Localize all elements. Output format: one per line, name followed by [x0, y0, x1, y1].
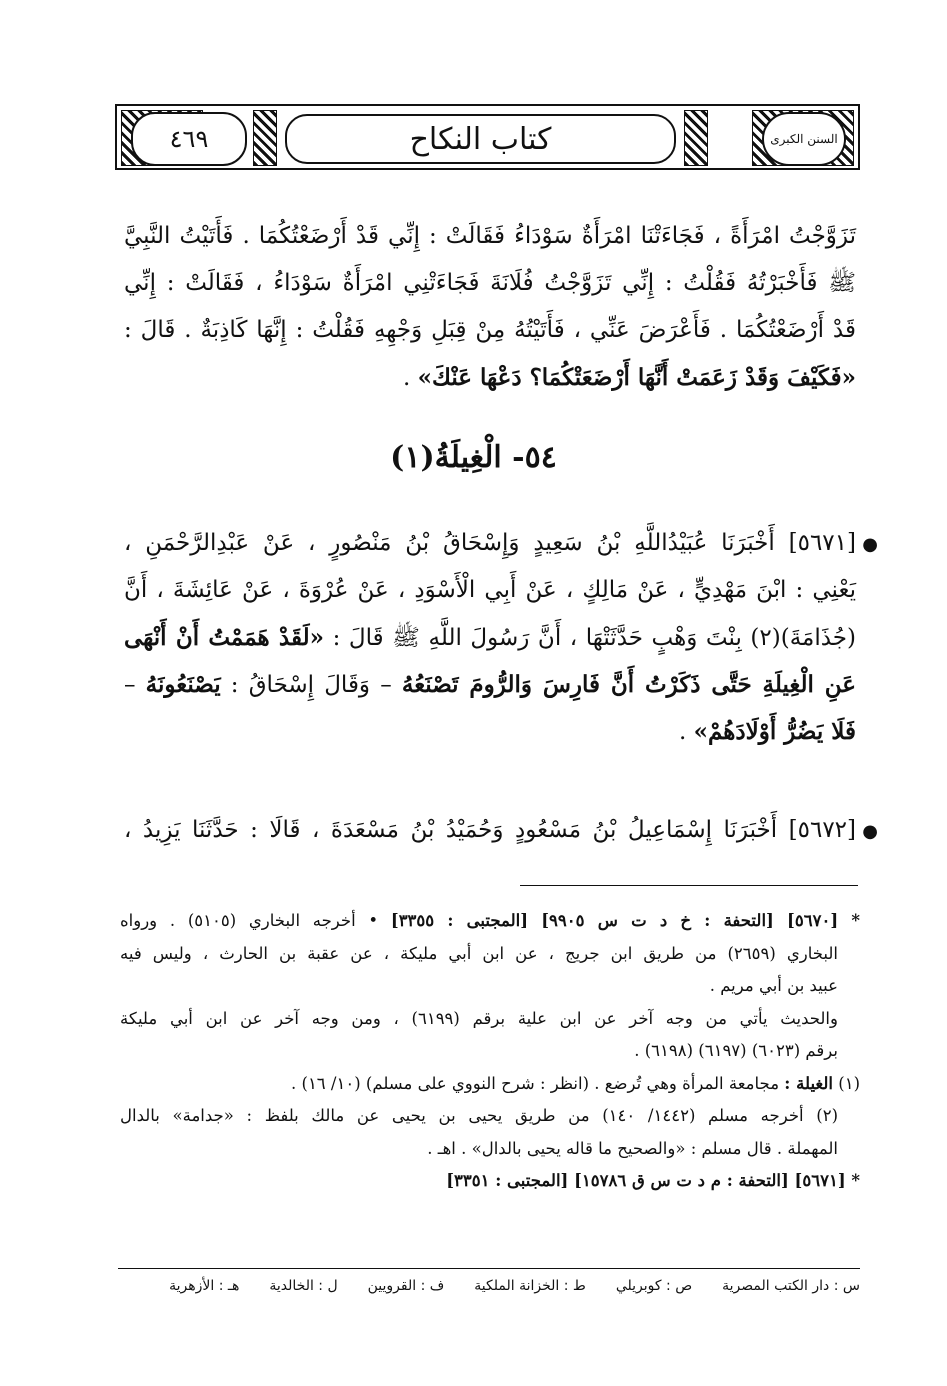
- text-segment: (١): [833, 1073, 860, 1093]
- bold-text: «لَقَدْ هَمَمْتُ أَنْ أَنْهَى: [124, 624, 325, 651]
- bold-text: فَلَا يَضُرُّ أَوْلَادَهُمْ»: [693, 718, 856, 745]
- text-segment: قَدْ أَرْضَعْتُكُمَا . فَأَعْرَضَ عَنِّي ، فَأَتَيْتُهُ مِنْ قِبَلِ وَجْهِهِ فَقُلْتُ : إِنَّهَا كَاذِبَةٌ . قَالَ :: [124, 317, 856, 343]
- ornament: [684, 110, 708, 166]
- footnote-separator: [520, 885, 858, 886]
- text-line: [124, 354, 856, 401]
- text-line: [124, 520, 856, 567]
- book-seal-logo: السنن الكبرى: [762, 112, 846, 166]
- text-line: [124, 614, 856, 661]
- ornament: [253, 110, 277, 166]
- bold-text: عَنِ الْغِيلَةِ حَتَّى ذَكَرْتُ أَنَّ فَارِسَ وَالرُّومَ تَصْنَعُهُ: [401, 671, 856, 698]
- legend-item: ل : الخالدية: [269, 1278, 338, 1294]
- hadith-continuation: [124, 213, 856, 401]
- text-segment: يَعْنِي : ابْنَ مَهْدِيٍّ ، عَنْ مَالِكٍ ، عَنْ أَبِي الْأَسْوَدِ ، عَنْ عُرْوَةَ ، عَنْ عَائِشَةَ ، أَنَّ: [124, 577, 856, 603]
- hadith-5672: [124, 807, 878, 854]
- text-line: [120, 1133, 860, 1166]
- text-line: [124, 708, 856, 755]
- text-segment: (٢) أخرجه مسلم (١٤٤٢/ ١٤٠) من طريق يحيى بن يحيى عن مالك بلفظ : «جدامة» بالدال: [120, 1106, 839, 1125]
- chapter-title: كتاب النكاح: [285, 114, 676, 164]
- bold-text: «فَكَيْفَ وَقَدْ زَعَمَتْ أَنَّهَا أَرْضَعَتْكُمَا؟ دَعْهَا عَنْكَ»: [417, 364, 856, 391]
- bold-text: * [٥٦٧١] [التحفة : م د ت س ق ١٥٧٨٦] [المجتبى : ٣٣٥١]: [446, 1171, 860, 1190]
- bold-text: * [٥٦٧٠] [التحفة : خ د ت س ٩٩٠٥] [المجتبى : ٣٣٥٥]: [390, 911, 860, 930]
- text-segment: البخاري (٢٦٥٩) من طريق ابن جريج ، عن ابن أبي مليكة ، عن عقبة بن الحارث ، وليس فيه: [120, 943, 838, 963]
- text-line: [120, 1068, 860, 1101]
- text-line: [120, 1100, 860, 1133]
- text-line: [120, 938, 860, 971]
- legend-item: هـ : الأزهرية: [169, 1278, 240, 1294]
- text-segment: [٥٦٧١] أَخْبَرَنَا عُبَيْدُاللَّهِ بْنُ سَعِيدٍ وَإِسْحَاقُ بْنُ مَنْصُورٍ ، عَنْ عَبْدِالرَّحْمَنِ ،: [124, 530, 856, 556]
- text-segment: برقم (٦٠٢٣) (٦١٩٧) (٦١٩٨) .: [634, 1041, 838, 1060]
- text-segment: .: [402, 365, 418, 391]
- text-line: [124, 213, 856, 260]
- bullet: ●: [862, 534, 878, 555]
- text-line: [120, 905, 860, 938]
- text-segment: – وَقَالَ إِسْحَاقُ :: [220, 672, 402, 698]
- divider: [118, 1268, 860, 1269]
- bullet: ●: [862, 821, 878, 842]
- text-line: [124, 661, 856, 708]
- legend-item: ف : القرويين: [367, 1278, 445, 1294]
- legend-item: ط : الخزانة الملكية: [474, 1278, 586, 1294]
- text-segment: ﷺ فَأَخْبَرْتُهُ فَقُلْتُ : إِنِّي تَزَوَّجْتُ فُلَانَةَ فَجَاءَتْنِي امْرَأَةٌ سَوْدَاءُ ، فَقَالَتْ : إِنِّي: [124, 270, 856, 296]
- text-line: [124, 260, 856, 307]
- text-line: [120, 970, 860, 1003]
- bold-text: يَصْنَعُونَهُ: [145, 671, 221, 698]
- footnotes: [120, 905, 860, 1198]
- text-segment: • أخرجه البخاري (٥١٠٥) . ورواه: [120, 911, 391, 930]
- legend-item: ص : كوبريلي: [615, 1278, 693, 1294]
- text-segment: والحديث يأتي من وجه آخر عن ابن علية برقم (٦١٩٩) ، ومن وجه آخر عن ابن أبي مليكة: [120, 1008, 838, 1028]
- text-line: [124, 567, 856, 614]
- text-segment: تَزَوَّجْتُ امْرَأَةً ، فَجَاءَتْنَا امْرَأَةٌ سَوْدَاءُ فَقَالَتْ : إِنِّي قَدْ أَرْضَعْتُكُمَا . فَأَتَيْتُ النَّبِيَّ: [124, 223, 856, 249]
- text-segment: .: [678, 719, 694, 745]
- section-heading: ٥٤- الْغِيلَةُ(١): [390, 440, 557, 475]
- page-number: ٤٦٩: [131, 112, 247, 166]
- text-line: [120, 1003, 860, 1036]
- text-line: [120, 1035, 860, 1068]
- legend-item: س : دار الكتب المصرية: [722, 1278, 860, 1294]
- text-segment: (جُذَامَةَ)(٢) بِنْتَ وَهْبٍ حَدَّثَتْهَا ، أَنَّ رَسُولَ اللَّهِ ﷺ قَالَ :: [324, 625, 857, 651]
- text-segment: –: [124, 672, 146, 698]
- text-line: [120, 1165, 860, 1198]
- text-line: [124, 807, 856, 854]
- text-line: [124, 307, 856, 354]
- text-segment: المهملة . قال مسلم : «والصحيح ما قاله يحيى بالدال» . اهـ .: [427, 1138, 838, 1158]
- hadith-5671: [124, 520, 878, 755]
- text-segment: [٥٦٧٢] أَخْبَرَنَا إِسْمَاعِيلُ بْنُ مَسْعُودٍ وَحُمَيْدُ بْنُ مَسْعَدَةَ ، قَالَا : حَدَّثَنَا يَزِيدُ ،: [124, 817, 857, 843]
- page-header: [115, 104, 860, 170]
- text-segment: مجامعة المرأة وهي تُرضع . (انظر : شرح النووي على مسلم) (١٠/ ١٦) .: [291, 1073, 785, 1093]
- bold-text: الغيلة :: [784, 1073, 833, 1093]
- text-segment: عبيد بن أبي مريم .: [709, 976, 838, 995]
- manuscript-legend: [130, 1278, 860, 1294]
